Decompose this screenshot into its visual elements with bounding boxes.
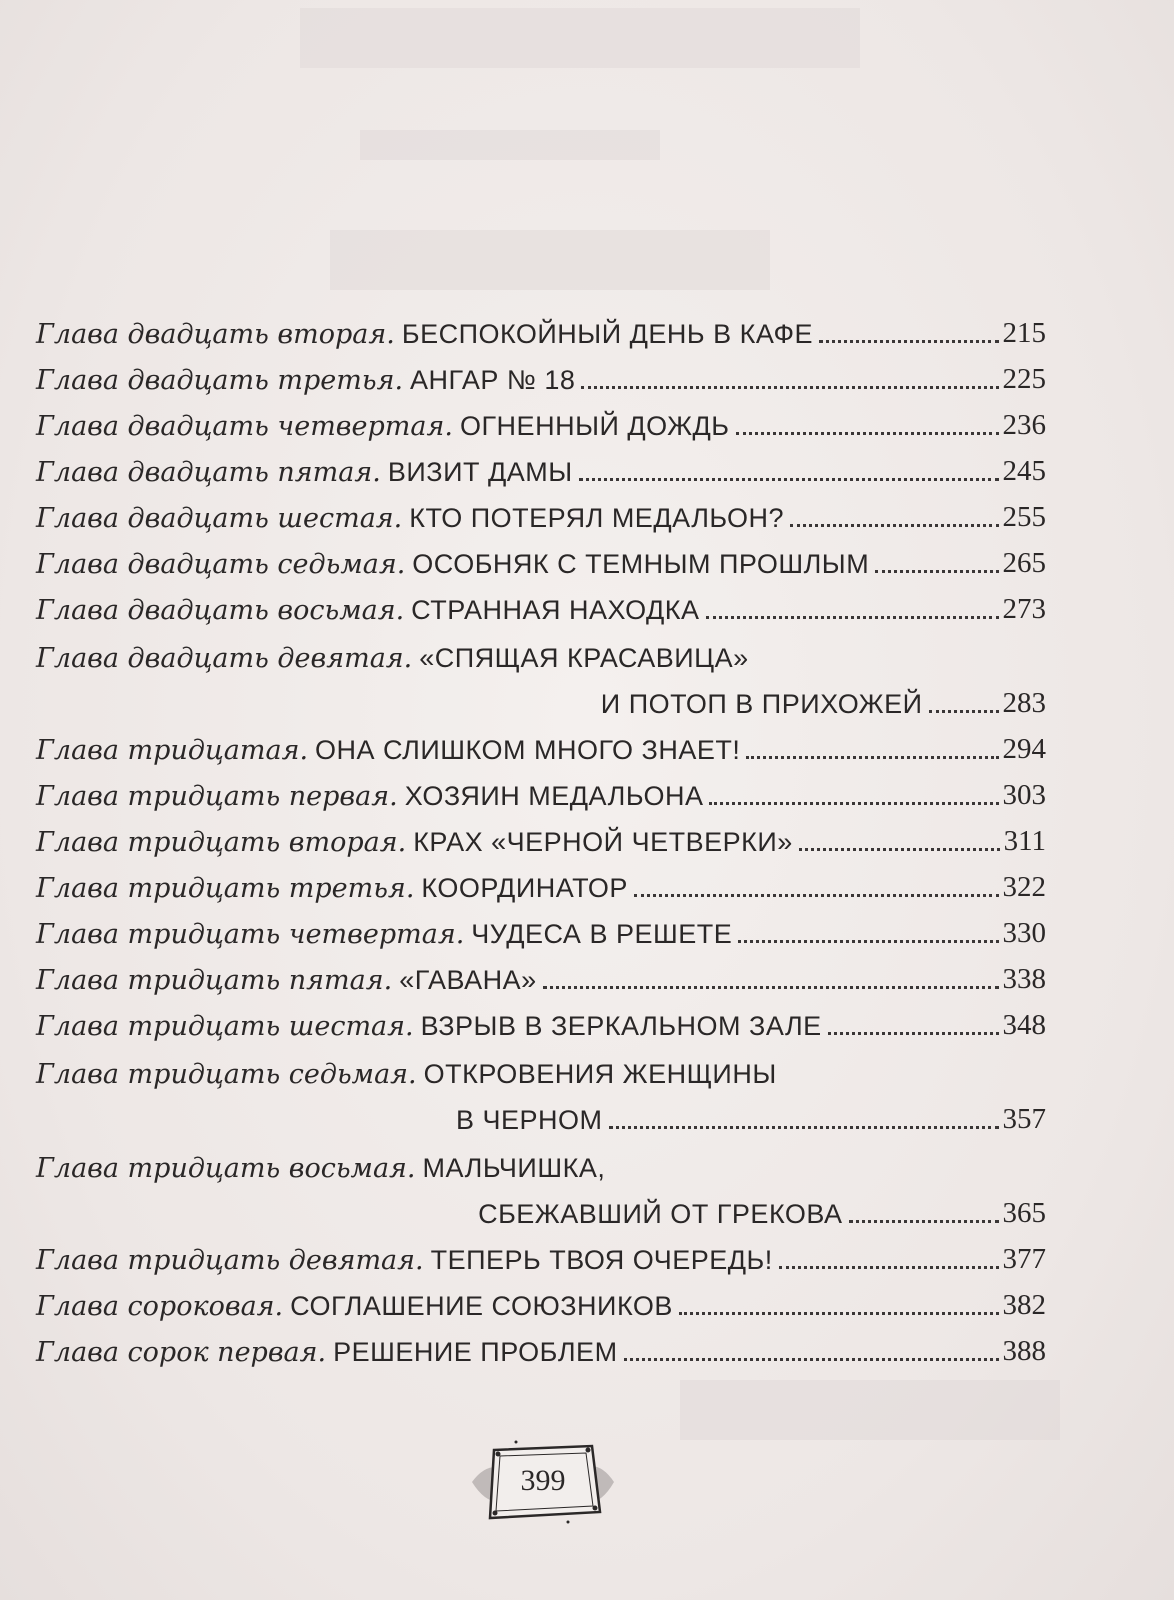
chapter-title: ОНА СЛИШКОМ МНОГО ЗНАЕТ! bbox=[315, 735, 741, 765]
chapter-label: Глава тридцать девятая. bbox=[36, 1245, 424, 1276]
chapter-title: ХОЗЯИН МЕДАЛЬОНА bbox=[404, 781, 704, 811]
leader-dots bbox=[736, 432, 999, 435]
chapter-label: Глава двадцать четвертая. bbox=[36, 411, 453, 442]
chapter-title: СОГЛАШЕНИЕ СОЮЗНИКОВ bbox=[290, 1291, 673, 1321]
page-number-badge bbox=[468, 1430, 618, 1530]
toc-entry[interactable] bbox=[36, 1144, 1046, 1184]
chapter-page: 388 bbox=[1002, 1335, 1046, 1367]
chapter-label: Глава тридцать вторая. bbox=[36, 827, 407, 858]
chapter-title: «ГАВАНА» bbox=[399, 965, 537, 995]
bleed-through-block bbox=[360, 130, 660, 160]
toc-entry-continuation[interactable] bbox=[36, 680, 1046, 720]
leader-dots bbox=[746, 756, 998, 759]
chapter-title: СТРАННАЯ НАХОДКА bbox=[411, 595, 700, 625]
chapter-title: КРАХ «ЧЕРНОЙ ЧЕТВЕРКИ» bbox=[413, 827, 793, 857]
chapter-label: Глава двадцать пятая. bbox=[36, 457, 381, 488]
leader-dots bbox=[779, 1266, 999, 1269]
toc-entry-continuation[interactable] bbox=[36, 1190, 1046, 1230]
chapter-label: Глава сорок первая. bbox=[36, 1337, 327, 1368]
bleed-through-block bbox=[330, 230, 770, 290]
chapter-page: 382 bbox=[1002, 1289, 1046, 1321]
leader-dots bbox=[790, 524, 998, 527]
toc-entry[interactable] bbox=[36, 356, 1046, 396]
chapter-page: 265 bbox=[1002, 547, 1046, 579]
leader-dots bbox=[819, 340, 998, 343]
chapter-label: Глава тридцатая. bbox=[36, 735, 309, 766]
leader-dots bbox=[634, 894, 999, 897]
toc-entry[interactable] bbox=[36, 726, 1046, 766]
toc-entry-continuation[interactable] bbox=[36, 1096, 1046, 1136]
bleed-through-block bbox=[300, 8, 860, 68]
leader-dots bbox=[706, 616, 999, 619]
chapter-title: ЧУДЕСА В РЕШЕТЕ bbox=[471, 919, 733, 949]
chapter-label: Глава сороковая. bbox=[36, 1291, 284, 1322]
toc-entry[interactable] bbox=[36, 1236, 1046, 1276]
leader-dots bbox=[679, 1312, 999, 1315]
chapter-page: 215 bbox=[1002, 317, 1046, 349]
leader-dots bbox=[543, 986, 999, 989]
chapter-title-continuation: В ЧЕРНОМ bbox=[455, 1105, 603, 1135]
chapter-page: 236 bbox=[1002, 409, 1046, 441]
chapter-label: Глава двадцать вторая. bbox=[36, 319, 395, 350]
chapter-title: ОСОБНЯК С ТЕМНЫМ ПРОШЛЫМ bbox=[412, 549, 870, 579]
chapter-label: Глава тридцать четвертая. bbox=[36, 919, 465, 950]
chapter-label: Глава двадцать девятая. bbox=[36, 643, 413, 674]
leader-dots bbox=[738, 940, 998, 943]
leader-dots bbox=[609, 1126, 999, 1129]
leader-dots bbox=[875, 570, 998, 573]
bleed-through-block bbox=[680, 1380, 1060, 1440]
chapter-title: ВИЗИТ ДАМЫ bbox=[387, 457, 573, 487]
toc-entry[interactable] bbox=[36, 634, 1046, 674]
toc-entry[interactable] bbox=[36, 310, 1046, 350]
page-number: 399 bbox=[520, 1464, 566, 1497]
chapter-page: 283 bbox=[1002, 687, 1046, 719]
chapter-label: Глава тридцать третья. bbox=[36, 873, 415, 904]
chapter-label: Глава двадцать восьмая. bbox=[36, 595, 405, 626]
toc-entry[interactable] bbox=[36, 1050, 1046, 1090]
chapter-page: 322 bbox=[1002, 871, 1046, 903]
chapter-label: Глава тридцать пятая. bbox=[36, 965, 393, 996]
chapter-page: 348 bbox=[1002, 1009, 1046, 1041]
toc-entry[interactable] bbox=[36, 1328, 1046, 1368]
chapter-title: АНГАР № 18 bbox=[410, 365, 576, 395]
chapter-page: 357 bbox=[1002, 1103, 1046, 1135]
chapter-title: ОТКРОВЕНИЯ ЖЕНЩИНЫ bbox=[423, 1059, 777, 1089]
toc-entry[interactable] bbox=[36, 448, 1046, 488]
chapter-title: «СПЯЩАЯ КРАСАВИЦА» bbox=[419, 643, 749, 673]
chapter-page: 330 bbox=[1002, 917, 1046, 949]
chapter-title: КООРДИНАТОР bbox=[421, 873, 628, 903]
toc-entry[interactable] bbox=[36, 494, 1046, 534]
chapter-title: БЕСПОКОЙНЫЙ ДЕНЬ В КАФЕ bbox=[401, 319, 814, 349]
leader-dots bbox=[579, 478, 999, 481]
chapter-title: КТО ПОТЕРЯЛ МЕДАЛЬОН? bbox=[409, 503, 785, 533]
toc-entry[interactable] bbox=[36, 772, 1046, 812]
toc-entry[interactable] bbox=[36, 956, 1046, 996]
toc-entry[interactable] bbox=[36, 1002, 1046, 1042]
chapter-title-continuation: И ПОТОП В ПРИХОЖЕЙ bbox=[600, 689, 923, 719]
chapter-page: 273 bbox=[1002, 593, 1046, 625]
toc-entry[interactable] bbox=[36, 1282, 1046, 1322]
leader-dots bbox=[849, 1220, 999, 1223]
leader-dots bbox=[828, 1032, 999, 1035]
chapter-page: 311 bbox=[1003, 825, 1046, 857]
chapter-title-continuation: СБЕЖАВШИЙ ОТ ГРЕКОВА bbox=[478, 1199, 843, 1229]
chapter-title: ВЗРЫВ В ЗЕРКАЛЬНОМ ЗАЛЕ bbox=[420, 1011, 822, 1041]
leader-dots bbox=[799, 848, 1000, 851]
chapter-page: 365 bbox=[1002, 1197, 1046, 1229]
chapter-page: 303 bbox=[1002, 779, 1046, 811]
chapter-page: 245 bbox=[1002, 455, 1046, 487]
toc-entry[interactable] bbox=[36, 818, 1046, 858]
toc-entry[interactable] bbox=[36, 864, 1046, 904]
chapter-page: 294 bbox=[1002, 733, 1046, 765]
toc-entry[interactable] bbox=[36, 910, 1046, 950]
chapter-page: 338 bbox=[1002, 963, 1046, 995]
chapter-label: Глава двадцать третья. bbox=[36, 365, 404, 396]
chapter-label: Глава тридцать шестая. bbox=[36, 1011, 414, 1042]
chapter-label: Глава тридцать седьмая. bbox=[36, 1059, 417, 1090]
chapter-label: Глава двадцать шестая. bbox=[36, 503, 403, 534]
chapter-title: ОГНЕННЫЙ ДОЖДЬ bbox=[459, 411, 730, 441]
chapter-label: Глава тридцать восьмая. bbox=[36, 1153, 416, 1184]
chapter-page: 225 bbox=[1002, 363, 1046, 395]
leader-dots bbox=[709, 802, 998, 805]
chapter-title: МАЛЬЧИШКА, bbox=[422, 1153, 606, 1183]
leader-dots bbox=[929, 710, 999, 713]
chapter-label: Глава двадцать седьмая. bbox=[36, 549, 406, 580]
chapter-title: ТЕПЕРЬ ТВОЯ ОЧЕРЕДЬ! bbox=[430, 1245, 773, 1275]
chapter-page: 377 bbox=[1002, 1243, 1046, 1275]
toc-entry[interactable] bbox=[36, 402, 1046, 442]
leader-dots bbox=[581, 386, 998, 389]
chapter-page: 255 bbox=[1002, 501, 1046, 533]
toc-entry[interactable] bbox=[36, 586, 1046, 626]
chapter-title: РЕШЕНИЕ ПРОБЛЕМ bbox=[333, 1337, 618, 1367]
chapter-label: Глава тридцать первая. bbox=[36, 781, 398, 812]
leader-dots bbox=[624, 1358, 999, 1361]
toc-entry[interactable] bbox=[36, 540, 1046, 580]
